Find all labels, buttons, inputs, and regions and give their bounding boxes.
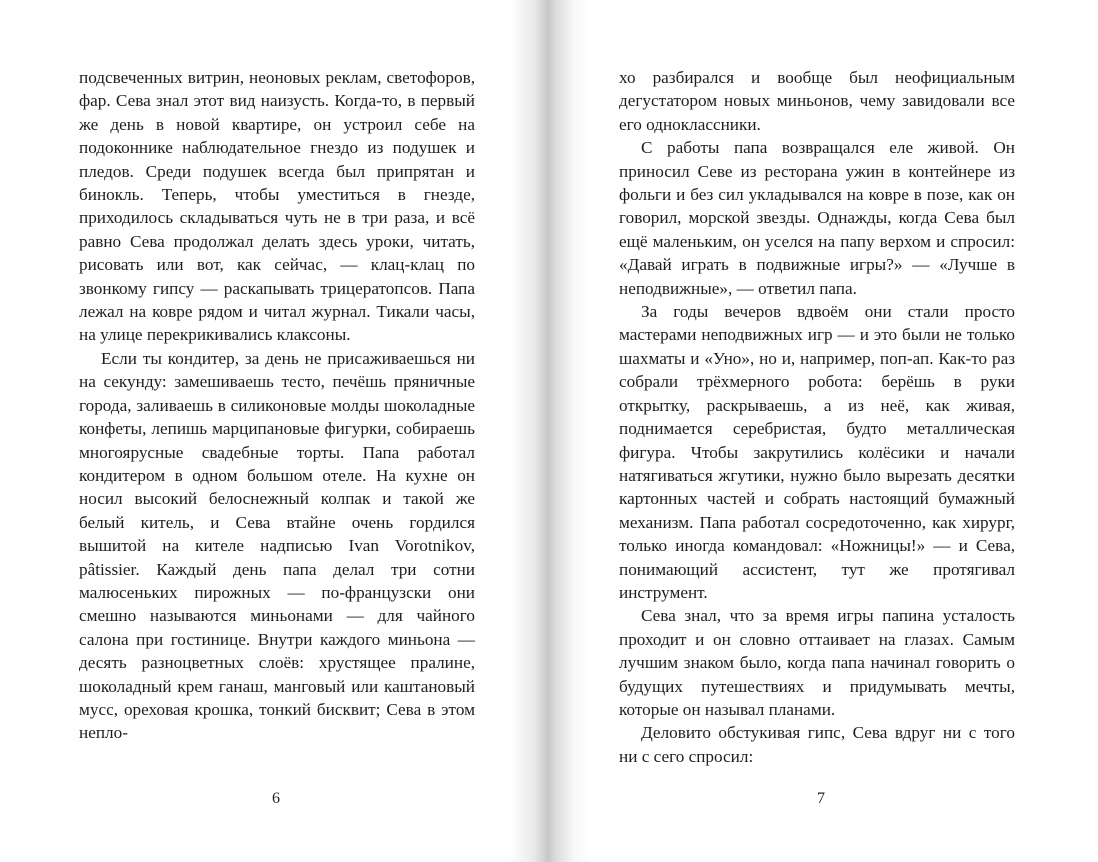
right-page: [549, 0, 1098, 862]
left-page-text: [79, 66, 475, 745]
page-number: 6: [272, 790, 280, 807]
right-page-text: [619, 66, 1015, 768]
paragraph: Если ты кондитер, за день не присаживаешься ни на секунду: замешиваешь тесто, печёшь пряничные города, заливаешь в силиконовые молды шоколадные конфеты, лепишь марципановые фигурки, собираешь многоярусные свадебные торты. Папа работал кондитером в одном большом отеле. На кухне он носил высокий белоснежный колпак и такой же белый китель, и Сева втайне очень гордился вышитой на кителе надписью Ivan Vorotnikov, pâtissier. Каждый день папа делал три сотни малюсеньких пирожных — по-французски они смешно называются миньонами — для чайного салона при гостинице. Внутри каждого миньона — десять разноцветных слоёв: хрустящее пралине, шоколадный крем ганаш, манговый или каштановый мусс, ореховая крошка, тонкий бисквит; Сева в этом непло-: [79, 348, 475, 743]
paragraph: Деловито обстукивая гипс, Сева вдруг ни с того ни с сего спросил:: [619, 723, 1015, 766]
page-number: 7: [817, 790, 825, 807]
paragraph: хо разбирался и вообще был неофициальным дегустатором новых миньонов, чему завидовали все его одноклассники.: [619, 68, 1015, 134]
paragraph: Сева знал, что за время игры папина усталость проходит и он словно оттаивает на глазах. Самым лучшим знаком было, когда папа начинал говорить о будущих путешествиях и придумывать мечты, которые он называл планами.: [619, 606, 1015, 719]
paragraph: За годы вечеров вдвоём они стали просто мастерами неподвижных игр — и это были не только шахматы и «Уно», но и, например, поп-ап. Как-то раз собрали трёхмерного робота: берёшь в руки открытку, раскрываешь, а из неё, как живая, поднимается серебристая, будто металлическая фигура. Чтобы закрутились колёсики и начали натягиваться жгутики, нужно было вырезать десятки картонных частей и собрать настоящий бумажный механизм. Папа работал сосредоточенно, как хирург, только иногда командовал: «Ножницы!» — и Сева, понимающий ассистент, тут же протягивал инструмент.: [619, 302, 1015, 602]
paragraph: С работы папа возвращался еле живой. Он приносил Севе из ресторана ужин в контейнере из фольги и без сил укладывался на ковре в позе, как он говорил, морской звезды. Однажды, когда Сева был ещё маленьким, он уселся на папу верхом и спросил: «Давай играть в подвижные игры?» — «Лучше в неподвижные», — ответил папа.: [619, 138, 1015, 298]
paragraph: подсвеченных витрин, неоновых реклам, светофоров, фар. Сева знал этот вид наизусть. Когда-то, в первый же день в новой квартире, он устроил себе на подоконнике наблюдательное гнездо из подушек и пледов. Среди подушек всегда был припрятан и бинокль. Теперь, чтобы уместиться в гнезде, приходилось складываться чуть не в три раза, и всё равно Сева продолжал делать здесь уроки, читать, рисовать или вот, как сейчас, — клац-клац по звонкому гипсу — раскапывать трицератопсов. Папа лежал на ковре рядом и читал журнал. Тикали часы, на улице перекрикивались клаксоны.: [79, 68, 475, 345]
